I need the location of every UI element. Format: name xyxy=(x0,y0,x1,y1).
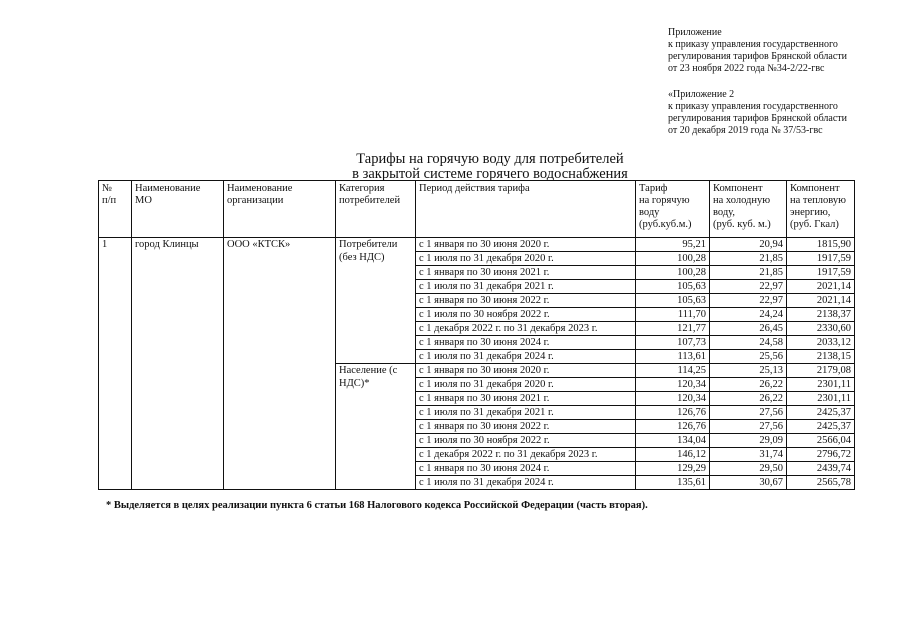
appendix-header-previous xyxy=(668,89,847,137)
header-period: Период действия тарифа xyxy=(416,181,636,238)
cold-water-cell: 25,56 xyxy=(710,350,787,364)
period-cell: с 1 июля по 31 декабря 2020 г. xyxy=(416,252,636,266)
period-cell: с 1 января по 30 июня 2024 г. xyxy=(416,336,636,350)
period-cell: с 1 июля по 31 декабря 2021 г. xyxy=(416,280,636,294)
heat-energy-cell: 2330,60 xyxy=(787,322,855,336)
cold-water-cell: 29,50 xyxy=(710,462,787,476)
heat-energy-cell: 2439,74 xyxy=(787,462,855,476)
period-cell: с 1 июля по 30 ноября 2022 г. xyxy=(416,434,636,448)
cold-water-cell: 26,22 xyxy=(710,378,787,392)
cold-water-cell: 22,97 xyxy=(710,294,787,308)
tariff-cell: 121,77 xyxy=(636,322,710,336)
document-subtitle: в закрытой системе горячего водоснабжения xyxy=(352,166,628,182)
table-header-row xyxy=(99,181,855,238)
cold-water-cell: 27,56 xyxy=(710,406,787,420)
cold-water-cell: 22,97 xyxy=(710,280,787,294)
period-cell: с 1 декабря 2022 г. по 31 декабря 2023 г. xyxy=(416,448,636,462)
header-line: от 20 декабря 2019 года № 37/53-гвс xyxy=(668,125,823,136)
header-line: «Приложение 2 xyxy=(668,89,735,100)
period-cell: с 1 июля по 31 декабря 2024 г. xyxy=(416,476,636,490)
tariff-cell: 100,28 xyxy=(636,266,710,280)
header-line: к приказу управления государственного xyxy=(668,39,838,50)
period-cell: с 1 января по 30 июня 2022 г. xyxy=(416,294,636,308)
header-number: № п/п xyxy=(99,181,132,238)
tariff-cell: 135,61 xyxy=(636,476,710,490)
cold-water-cell: 31,74 xyxy=(710,448,787,462)
heat-energy-cell: 2033,12 xyxy=(787,336,855,350)
heat-energy-cell: 2425,37 xyxy=(787,420,855,434)
appendix-header xyxy=(668,27,847,75)
cold-water-cell: 26,22 xyxy=(710,392,787,406)
tariff-cell: 105,63 xyxy=(636,294,710,308)
tariff-cell: 134,04 xyxy=(636,434,710,448)
period-cell: с 1 июля по 31 декабря 2021 г. xyxy=(416,406,636,420)
header-municipality: Наименование МО xyxy=(132,181,224,238)
organization-cell: ООО «КТСК» xyxy=(224,238,336,490)
heat-energy-cell: 1917,59 xyxy=(787,252,855,266)
period-cell: с 1 января по 30 июня 2020 г. xyxy=(416,364,636,378)
tariff-cell: 126,76 xyxy=(636,406,710,420)
period-cell: с 1 июля по 30 ноября 2022 г. xyxy=(416,308,636,322)
period-cell: с 1 января по 30 июня 2024 г. xyxy=(416,462,636,476)
header-category: Категория потребителей xyxy=(336,181,416,238)
heat-energy-cell: 2565,78 xyxy=(787,476,855,490)
table-row xyxy=(99,238,855,252)
heat-energy-cell: 2179,08 xyxy=(787,364,855,378)
heat-energy-cell: 1815,90 xyxy=(787,238,855,252)
period-cell: с 1 января по 30 июня 2021 г. xyxy=(416,266,636,280)
footnote: * Выделяется в целях реализации пункта 6 статьи 168 Налогового кодекса Российской Федерации (часть вторая). xyxy=(106,500,648,511)
heat-energy-cell: 2301,11 xyxy=(787,378,855,392)
row-number-cell: 1 xyxy=(99,238,132,490)
heat-energy-cell: 2796,72 xyxy=(787,448,855,462)
cold-water-cell: 21,85 xyxy=(710,252,787,266)
municipality-cell: город Клинцы xyxy=(132,238,224,490)
heat-energy-cell: 2021,14 xyxy=(787,280,855,294)
tariff-cell: 120,34 xyxy=(636,378,710,392)
cold-water-cell: 24,24 xyxy=(710,308,787,322)
header-organization: Наименование организации xyxy=(224,181,336,238)
heat-energy-cell: 2425,37 xyxy=(787,406,855,420)
tariff-cell: 146,12 xyxy=(636,448,710,462)
tariff-cell: 114,25 xyxy=(636,364,710,378)
period-cell: с 1 января по 30 июня 2022 г. xyxy=(416,420,636,434)
tariff-cell: 105,63 xyxy=(636,280,710,294)
period-cell: с 1 января по 30 июня 2020 г. xyxy=(416,238,636,252)
tariff-cell: 100,28 xyxy=(636,252,710,266)
period-cell: с 1 декабря 2022 г. по 31 декабря 2023 г. xyxy=(416,322,636,336)
period-cell: с 1 июля по 31 декабря 2020 г. xyxy=(416,378,636,392)
header-line: регулирования тарифов Брянской области xyxy=(668,51,848,62)
heat-energy-cell: 2566,04 xyxy=(787,434,855,448)
tariff-cell: 113,61 xyxy=(636,350,710,364)
cold-water-cell: 20,94 xyxy=(710,238,787,252)
heat-energy-cell: 2021,14 xyxy=(787,294,855,308)
header-tariff: Тариф на горячую воду (руб.куб.м.) xyxy=(636,181,710,238)
period-cell: с 1 июля по 31 декабря 2024 г. xyxy=(416,350,636,364)
period-cell: с 1 января по 30 июня 2021 г. xyxy=(416,392,636,406)
header-line: от 23 ноября 2022 года №34-2/22-гвс xyxy=(668,63,825,74)
tariff-cell: 126,76 xyxy=(636,420,710,434)
heat-energy-cell: 2301,11 xyxy=(787,392,855,406)
tariff-table xyxy=(98,180,855,490)
tariff-cell: 95,21 xyxy=(636,238,710,252)
tariff-cell: 111,70 xyxy=(636,308,710,322)
category-cell: Население (с НДС)* xyxy=(336,364,416,490)
tariff-cell: 120,34 xyxy=(636,392,710,406)
cold-water-cell: 30,67 xyxy=(710,476,787,490)
cold-water-cell: 25,13 xyxy=(710,364,787,378)
header-heat-energy: Компонент на тепловую энергию, (руб. Гкал) xyxy=(787,181,855,238)
header-line: к приказу управления государственного xyxy=(668,101,838,112)
tariff-cell: 107,73 xyxy=(636,336,710,350)
tariff-cell: 129,29 xyxy=(636,462,710,476)
header-line: Приложение xyxy=(668,27,722,38)
heat-energy-cell: 1917,59 xyxy=(787,266,855,280)
cold-water-cell: 27,56 xyxy=(710,420,787,434)
cold-water-cell: 21,85 xyxy=(710,266,787,280)
cold-water-cell: 26,45 xyxy=(710,322,787,336)
category-cell: Потребители (без НДС) xyxy=(336,238,416,364)
heat-energy-cell: 2138,15 xyxy=(787,350,855,364)
document-title: Тарифы на горячую воду для потребителей xyxy=(356,151,624,167)
header-cold-water: Компонент на холодную воду, (руб. куб. м.) xyxy=(710,181,787,238)
cold-water-cell: 29,09 xyxy=(710,434,787,448)
cold-water-cell: 24,58 xyxy=(710,336,787,350)
heat-energy-cell: 2138,37 xyxy=(787,308,855,322)
header-line: регулирования тарифов Брянской области xyxy=(668,113,848,124)
